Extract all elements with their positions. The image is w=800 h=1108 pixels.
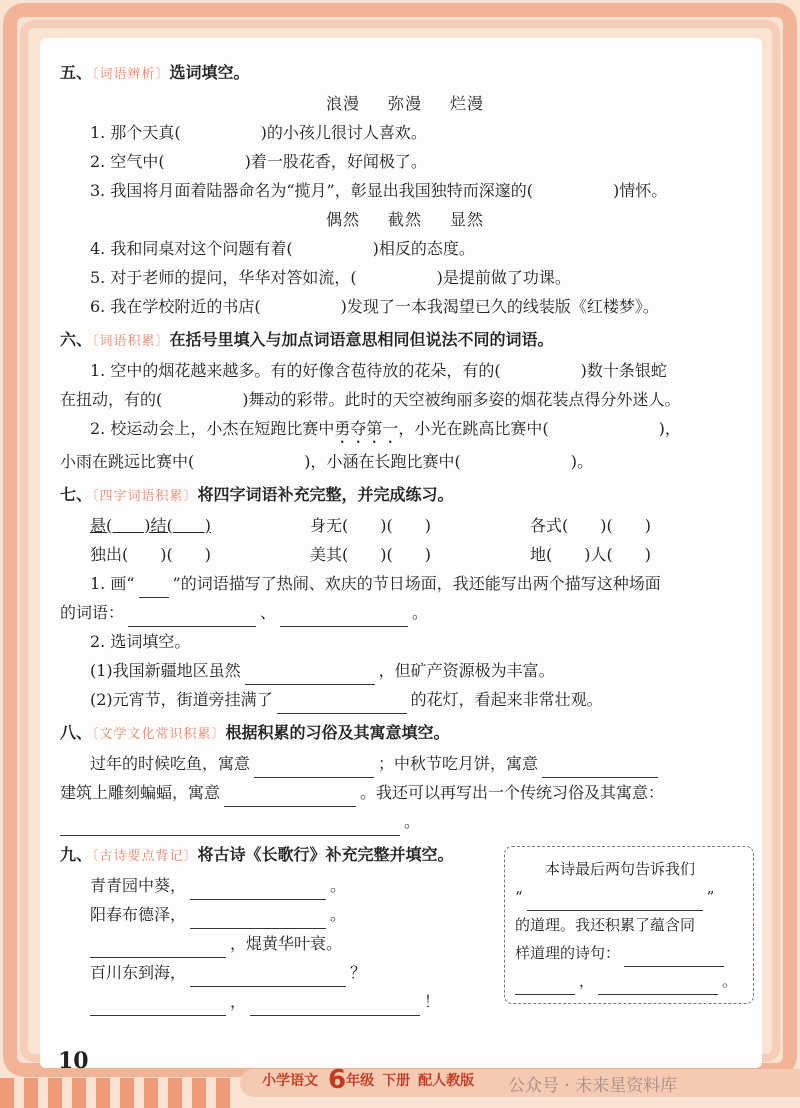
idiom-item[interactable]: 身无( )( ) <box>310 516 431 535</box>
footer-subject: 小学语文 <box>262 1073 318 1089</box>
section-number: 七、 <box>60 485 93 504</box>
question-text: 3. 我国将月面着陆器命名为“揽月”，彰显出我国独特而深邃的( <box>90 181 533 200</box>
poem-text: 。 <box>330 905 347 924</box>
box-text: ， <box>579 972 595 990</box>
question-text: 5. 对于老师的提问，华华对答如流，( <box>90 268 357 287</box>
section-9 <box>60 840 750 1016</box>
box-line <box>515 883 743 911</box>
section-number: 八、 <box>60 723 93 742</box>
poem-line-5 <box>90 987 490 1016</box>
section-title: 将四字词语补充完整，并完成练习。 <box>197 485 454 504</box>
answer-blank[interactable] <box>245 664 375 685</box>
exercise-2-2 <box>90 685 750 714</box>
section-6-header <box>60 325 750 356</box>
question-text: 6. 我在学校附近的书店( <box>90 297 261 316</box>
box-line: 的道理。我还积累了蕴含同 <box>515 916 696 934</box>
word-choice: 浪漫 <box>325 94 360 113</box>
footer-info <box>262 1065 482 1095</box>
question-6[interactable] <box>90 292 750 321</box>
question-text: 4. 我和同桌对这个问题有着( <box>90 239 293 258</box>
paragraph-1 <box>90 356 750 385</box>
section-8-header <box>60 718 750 749</box>
answer-blank[interactable] <box>90 995 226 1016</box>
answer-blank[interactable] <box>527 890 703 911</box>
question-4[interactable] <box>90 234 750 263</box>
answer-blank[interactable] <box>277 693 407 714</box>
poem-text: ？ <box>350 963 367 982</box>
poem-text: 。 <box>330 876 347 895</box>
poem-text: ！ <box>424 992 441 1011</box>
section-8 <box>60 718 750 836</box>
box-text: 。 <box>722 972 738 990</box>
question-text: )发现了一本我渴望已久的线装版《红楼梦》。 <box>340 297 659 316</box>
question-text: )相反的态度。 <box>372 239 475 258</box>
answer-blank[interactable] <box>598 974 718 995</box>
idiom-item[interactable]: 美其( )( ) <box>310 545 431 564</box>
question-2[interactable] <box>90 147 750 176</box>
section-7-header <box>60 480 750 511</box>
section-6 <box>60 325 750 476</box>
watermark: 公众号 · 未来星资料库 <box>508 1076 678 1096</box>
section-tag: 〔文学文化常识积累〕 <box>92 727 226 742</box>
box-text: “ <box>515 888 523 906</box>
question-text: )是提前做了功课。 <box>436 268 571 287</box>
exercise-text: ”的词语描写了热闹、欢庆的节日场面，我还能写出两个描写这种场面 <box>172 574 661 593</box>
summary-box <box>504 846 754 1004</box>
answer-blank[interactable] <box>224 786 356 807</box>
custom-text: 建筑上雕刻蝙蝠，寓意 <box>60 783 221 802</box>
answer-blank[interactable] <box>190 879 326 900</box>
idiom-row-2 <box>90 540 750 569</box>
paragraph-text: 2. 校运动会上，小杰在短跑比赛中 <box>90 419 335 438</box>
section-tag: 〔古诗要点背记〕 <box>92 849 198 864</box>
word-choices <box>60 89 750 118</box>
poem-line-4 <box>90 958 490 987</box>
footer-stripes <box>0 1078 240 1108</box>
footer-grade: 年级 <box>346 1073 375 1089</box>
word-choices <box>60 205 750 234</box>
paragraph-text: 在扭动，有的( <box>60 390 163 409</box>
question-text: )的小孩儿很讨人喜欢。 <box>260 123 427 142</box>
section-number: 六、 <box>60 330 93 349</box>
section-title: 将古诗《长歌行》补充完整并填空。 <box>197 845 454 864</box>
answer-blank[interactable] <box>542 757 658 778</box>
exercise-text: 、 <box>260 603 277 622</box>
question-5[interactable] <box>90 263 750 292</box>
custom-line-2 <box>60 778 750 807</box>
custom-text: ；中秋节吃月饼，寓意 <box>378 754 539 773</box>
worksheet-content <box>60 58 750 1016</box>
idiom-row-1 <box>90 511 750 540</box>
exercise-text: 的词语： <box>60 603 125 622</box>
paragraph-text: )，小涵在长跑比赛中( <box>304 452 461 471</box>
paragraph-text: )舞动的彩带。此时的天空被绚丽多姿的烟花装点得分外迷人。 <box>242 390 681 409</box>
answer-blank[interactable] <box>254 757 374 778</box>
exercise-1 <box>90 569 750 598</box>
exercise-2-1 <box>90 656 750 685</box>
footer-grade-number: 6 <box>328 1065 347 1095</box>
question-text: 2. 空气中( <box>90 152 165 171</box>
section-5 <box>60 58 750 321</box>
custom-line-1 <box>90 749 750 778</box>
paragraph-text: 小雨在跳远比赛中( <box>60 452 195 471</box>
word-choice: 显然 <box>450 210 485 229</box>
custom-text: 。我还可以再写出一个传统习俗及其寓意： <box>360 783 665 802</box>
section-5-header <box>60 58 750 89</box>
idiom-item[interactable]: 悬( )结( ) <box>90 516 211 535</box>
answer-blank[interactable] <box>280 606 408 627</box>
paragraph-2-cont <box>60 447 750 476</box>
word-choice: 烂漫 <box>450 94 485 113</box>
answer-blank[interactable] <box>624 946 724 967</box>
poem-text: 阳春布德泽， <box>90 905 187 924</box>
idiom-item[interactable]: 各式( )( ) <box>530 516 651 535</box>
custom-text: 过年的时候吃鱼，寓意 <box>90 754 251 773</box>
section-number: 五、 <box>60 63 93 82</box>
exercise-text: ，但矿产资源极为丰富。 <box>378 661 555 680</box>
poem-text: ， <box>230 992 247 1011</box>
answer-blank[interactable] <box>515 974 575 995</box>
poem <box>90 871 490 1016</box>
question-text: )情怀。 <box>612 181 668 200</box>
idiom-item[interactable]: 独出( )( ) <box>90 545 211 564</box>
paragraph-text: ，小光在跳高比赛中( <box>398 419 549 438</box>
poem-line-2 <box>90 900 490 929</box>
paragraph-text: 1. 空中的烟花越来越多。有的好像含苞待放的花朵，有的( <box>90 361 501 380</box>
exercise-1-cont <box>60 598 750 627</box>
poem-line-3 <box>90 929 490 958</box>
dotted-word: 勇夺第一 <box>334 419 399 438</box>
box-text: 样道理的诗句： <box>515 944 621 962</box>
section-title: 选词填空。 <box>169 63 250 82</box>
box-line <box>515 939 743 967</box>
paragraph-text: )数十条银蛇 <box>580 361 667 380</box>
question-text: 1. 那个天真( <box>90 123 181 142</box>
paragraph-text: )， <box>658 419 681 438</box>
question-3[interactable] <box>90 176 750 205</box>
word-choice: 偶然 <box>325 210 360 229</box>
paragraph-2 <box>90 414 750 447</box>
section-tag: 〔四字词语积累〕 <box>92 489 198 504</box>
box-line <box>515 967 743 995</box>
section-tag: 〔词语积累〕 <box>92 334 170 349</box>
poem-line-1 <box>90 871 490 900</box>
idiom-item[interactable]: 地( )人( ) <box>530 545 651 564</box>
exercise-2: 2. 选词填空。 <box>90 632 191 651</box>
section-7 <box>60 480 750 714</box>
paragraph-text: )。 <box>570 452 593 471</box>
exercise-text: (2)元宵节，街道旁挂满了 <box>90 690 273 709</box>
section-tag: 〔词语辨析〕 <box>92 67 170 82</box>
page-number: 10 <box>58 1048 89 1074</box>
exercise-text: (1)我国新疆地区虽然 <box>90 661 241 680</box>
answer-blank[interactable] <box>90 937 226 958</box>
answer-blank[interactable] <box>128 606 256 627</box>
exercise-text: 。 <box>412 603 429 622</box>
word-choice: 截然 <box>387 210 422 229</box>
section-number: 九、 <box>60 845 93 864</box>
footer-volume: 下册 <box>382 1073 411 1089</box>
paragraph-1-cont <box>60 385 750 414</box>
section-title: 根据积累的习俗及其寓意填空。 <box>225 723 450 742</box>
custom-text: 。 <box>404 812 421 831</box>
exercise-text: 1. 画“ <box>90 574 135 593</box>
answer-blank[interactable] <box>139 577 169 598</box>
footer-edition: 配人教版 <box>418 1073 475 1089</box>
answer-blank[interactable] <box>190 966 346 987</box>
answer-blank[interactable] <box>60 815 400 836</box>
question-text: )着一股花香，好闻极了。 <box>244 152 427 171</box>
box-line: 本诗最后两句告诉我们 <box>545 860 696 878</box>
answer-blank[interactable] <box>190 908 326 929</box>
section-title: 在括号里填入与加点词语意思相同但说法不同的词语。 <box>169 330 554 349</box>
poem-text: ，焜黄华叶衰。 <box>230 934 343 953</box>
custom-line-3 <box>60 807 750 836</box>
answer-blank[interactable] <box>250 995 420 1016</box>
word-choice: 弥漫 <box>387 94 422 113</box>
poem-text: 青青园中葵， <box>90 876 187 895</box>
question-1[interactable] <box>90 118 750 147</box>
box-text: ” <box>706 888 715 906</box>
exercise-text: 的花灯，看起来非常壮观。 <box>410 690 603 709</box>
poem-text: 百川东到海， <box>90 963 187 982</box>
